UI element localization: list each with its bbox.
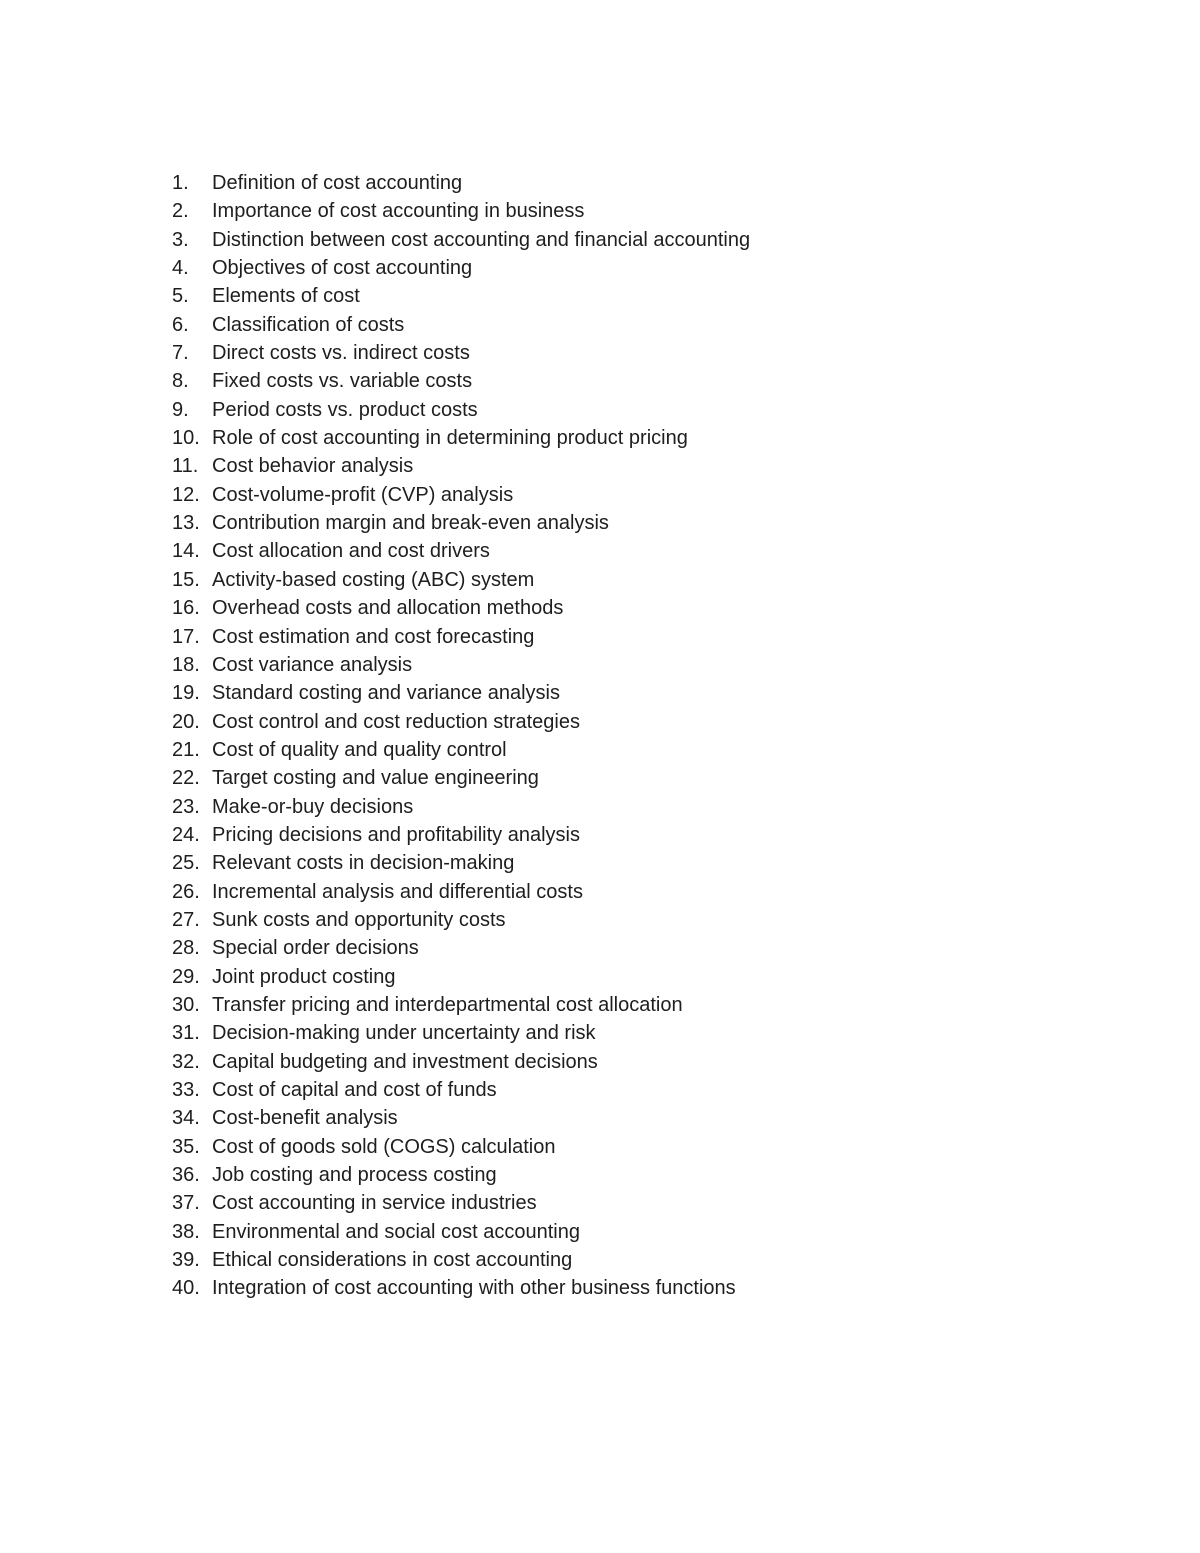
list-item [172,197,750,225]
list-item-text: Fixed costs vs. variable costs [212,370,473,393]
list-item-text: Sunk costs and opportunity costs [212,908,506,931]
list-item-text: Contribution margin and break-even analysis [212,512,609,535]
list-item-text: Environmental and social cost accounting [212,1220,580,1243]
list-item-number: 9. [172,398,189,421]
list-item-text: Definition of cost accounting [212,172,463,194]
list-item-number: 32. [172,1050,200,1073]
list-item-number: 2. [172,200,189,223]
list-item [172,878,750,906]
list-item-text: Cost accounting in service industries [212,1192,537,1215]
list-item-text: Cost allocation and cost drivers [212,540,490,563]
list-item-number: 17. [172,625,200,648]
list-item-text: Distinction between cost accounting and financial accounting [212,228,751,251]
list-item-text: Job costing and process costing [212,1164,497,1187]
list-item-text: Capital budgeting and investment decisions [212,1050,598,1073]
list-item [172,764,750,792]
list-item [172,651,750,679]
list-item [172,226,750,254]
list-item-number: 11. [172,455,199,478]
list-item-number: 24. [172,823,200,846]
list-item [172,623,750,651]
list-item-number: 36. [172,1164,200,1187]
list-item [172,367,750,395]
list-item-text: Pricing decisions and profitability analysis [212,823,580,846]
list-item [172,424,750,452]
topic-list [172,169,750,1303]
list-item [172,254,750,282]
list-item-text: Relevant costs in decision-making [212,852,515,875]
list-item-number: 28. [172,937,200,960]
list-item-number: 21. [172,738,200,761]
list-item [172,708,750,736]
list-item-number: 35. [172,1135,200,1158]
list-item [172,311,750,339]
list-item-number: 34. [172,1107,200,1130]
list-item [172,793,750,821]
list-item [172,481,750,509]
list-item [172,1076,750,1104]
list-item [172,594,750,622]
list-item-number: 29. [172,965,200,988]
list-item-number: 20. [172,710,200,733]
list-item-text: Role of cost accounting in determining product pricing [212,427,688,450]
list-item-text: Cost of capital and cost of funds [212,1079,497,1101]
list-item [172,1274,750,1302]
list-item [172,1133,750,1161]
list-item-text: Elements of cost [212,285,360,308]
list-item [172,1218,750,1246]
list-item [172,1104,750,1132]
list-item-number: 37. [172,1192,200,1215]
list-item [172,906,750,934]
list-item-text: Target costing and value engineering [212,767,539,790]
list-item-number: 18. [172,653,200,676]
list-item-text: Standard costing and variance analysis [212,682,560,705]
list-item-text: Ethical considerations in cost accounting [212,1249,573,1272]
list-item-text: Cost-volume-profit (CVP) analysis [212,483,514,506]
list-item-number: 5. [172,285,189,308]
list-item-number: 31. [172,1022,200,1045]
list-item-text: Classification of costs [212,313,405,336]
list-item-text: Integration of cost accounting with other business functions [212,1277,736,1300]
list-item [172,396,750,424]
list-item-text: Overhead costs and allocation methods [212,597,564,620]
list-item-text: Cost estimation and cost forecasting [212,625,535,648]
list-item-number: 25. [172,852,200,875]
list-item-text: Period costs vs. product costs [212,398,478,421]
list-item-number: 3. [172,228,189,251]
list-item-number: 4. [172,257,189,280]
list-item [172,1161,750,1189]
list-item-text: Decision-making under uncertainty and risk [212,1022,596,1045]
list-item [172,537,750,565]
list-item-text: Cost-benefit analysis [212,1107,398,1130]
list-item [172,1189,750,1217]
list-item-number: 30. [172,993,200,1016]
list-item [172,282,750,310]
list-item-number: 12. [172,483,200,506]
list-item-number: 15. [172,568,200,591]
list-item-text: Special order decisions [212,937,419,960]
list-item-number: 39. [172,1249,200,1272]
list-item [172,679,750,707]
list-item-number: 10. [172,427,200,450]
list-item-text: Cost behavior analysis [212,455,414,478]
list-item-text: Objectives of cost accounting [212,257,473,280]
list-item-text: Direct costs vs. indirect costs [212,342,470,365]
list-item [172,934,750,962]
list-item-number: 40. [172,1277,200,1300]
list-item-number: 33. [172,1079,200,1101]
list-item-number: 16. [172,597,200,620]
list-item-number: 8. [172,370,189,393]
list-item [172,849,750,877]
list-item [172,1048,750,1076]
list-item-number: 19. [172,682,200,705]
list-item [172,963,750,991]
list-item-text: Cost control and cost reduction strategies [212,710,580,733]
list-item-number: 38. [172,1220,200,1243]
list-item [172,1019,750,1047]
list-item [172,566,750,594]
list-item-text: Incremental analysis and differential costs [212,880,583,903]
list-item-number: 7. [172,342,189,365]
list-item-text: Cost of goods sold (COGS) calculation [212,1135,556,1158]
list-item-text: Cost of quality and quality control [212,738,507,761]
list-item-number: 23. [172,795,200,818]
list-item-text: Activity-based costing (ABC) system [212,568,535,591]
list-item-text: Make-or-buy decisions [212,795,414,818]
list-item-number: 1. [172,172,189,194]
list-item-number: 26. [172,880,200,903]
list-item [172,821,750,849]
list-item-text: Transfer pricing and interdepartmental cost allocation [212,993,683,1016]
list-item [172,736,750,764]
list-item-text: Joint product costing [212,965,396,988]
list-item [172,1246,750,1274]
list-item [172,169,750,197]
list-item-text: Cost variance analysis [212,653,413,676]
list-item [172,991,750,1019]
list-item-number: 13. [172,512,200,535]
list-item-text: Importance of cost accounting in business [212,200,585,223]
list-item-number: 6. [172,313,189,336]
list-item-number: 22. [172,767,200,790]
list-item-number: 27. [172,908,200,931]
list-item-number: 14. [172,540,200,563]
list-item [172,339,750,367]
list-item [172,509,750,537]
list-item [172,452,750,480]
